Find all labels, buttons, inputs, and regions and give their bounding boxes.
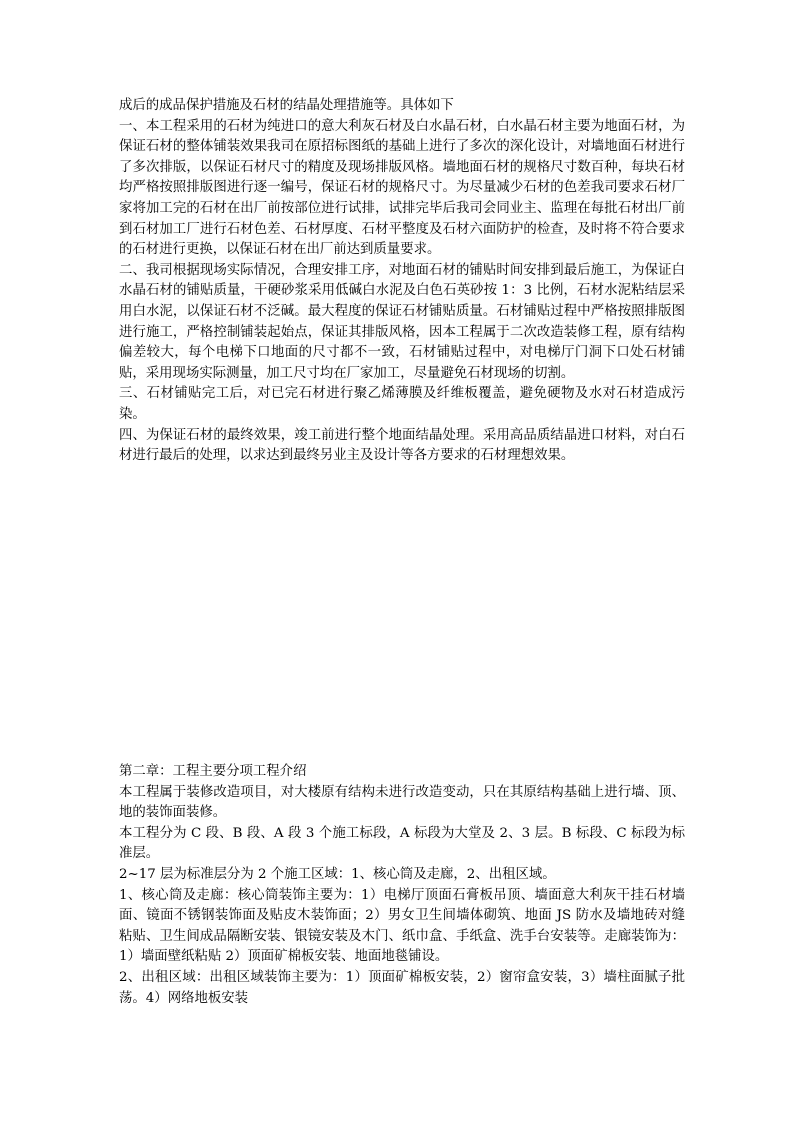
chapter-heading: 第二章：工程主要分项工程介绍 [119,764,307,779]
paragraph-one: 一、本工程采用的石材为纯进口的意大利灰石材及白水晶石材，白水晶石材主要为地面石材，为保证石材的整体铺装效果我司在原招标图纸的基础上进行了多次的深化设计，对墙地面石材进行了多次排版，以保证石材尺寸的精度及现场排版风格。墙地面石材的规格尺寸数百种，每块石材均严格按照排版图进行逐一编号，保证石材的规格尺寸。为尽量减少石材的色差我司要求石材厂家将加工完的石材在出厂前按部位进行试排，试排完毕后我司会同业主、监理在每批石材出厂前到石材加工厂进行石材色差、石材厚度、石材平整度及石材六面防护的检查，及时将不符合要求的石材进行更换，以保证石材在出厂前达到质量要求。 [119,118,685,258]
standard-floor-zones: 2~17 层为标准层分为 2 个施工区域：1、核心筒及走廊，2、出租区域。 [119,866,556,882]
paragraph-three: 三、石材铺贴完工后，对已完石材进行聚乙烯薄膜及纤维板覆盖，避免硬物及水对石材造成污染。 [119,386,685,422]
core-corridor-scope: 1、核心筒及走廊：核心筒装饰主要为：1）电梯厅顶面石膏板吊顶、墙面意大利灰干挂石材墙面、镜面不锈钢装饰面及贴皮木装饰面；2）男女卫生间墙体砌筑、地面 JS 防水及墙地砖对缝粘贴、卫生间成品隔断安装、银镜安装及木门、纸巾盒、手纸盒、洗手台安装等。走廊装饰为：1）墙面壁纸粘贴 2）顶面矿棉板安装、地面地毯铺设。 [119,887,685,965]
stone-protection-section [119,96,685,467]
paragraph-two: 二、我司根据现场实际情况，合理安排工序，对地面石材的铺贴时间安排到最后施工，为保证白水晶石材的铺贴质量，干硬砂浆采用低碱白水泥及白色石英砂按 1：3 比例，石材水泥粘结层采用白水泥，以保证石材不泛碱。最大程度的保证石材铺贴质量。石材铺贴过程中严格按照排版图进行施工，严格控制铺装起始点，保证其排版风格，因本工程属于二次改造装修工程，原有结构偏差较大，每个电梯下口地面的尺寸都不一致，石材铺贴过程中，对电梯厅门洞下口处石材铺贴，采用现场实际测量，加工尺寸均在厂家加工，尽量避免石材现场的切割。 [119,262,685,381]
chapter-two-section [119,762,685,1009]
project-overview: 本工程属于装修改造项目，对大楼原有结构未进行改造变动，只在其原结构基础上进行墙、顶、地的装饰面装修。 [119,784,685,821]
rental-area-scope: 2、出租区域：出租区域装饰主要为：1）顶面矿棉板安装，2）窗帘盒安装，3）墙柱面腻子批荡。4）网络地板安装 [119,969,685,1006]
intro-line: 成后的成品保护措施及石材的结晶处理措施等。具体如下 [119,98,454,113]
paragraph-four: 四、为保证石材的最终效果，竣工前进行整个地面结晶处理。采用高品质结晶进口材料，对白石材进行最后的处理，以求达到最终另业主及设计等各方要求的石材理想效果。 [119,427,685,464]
section-division: 本工程分为 C 段、B 段、A 段 3 个施工标段，A 标段为大堂及 2、3 层。B 标段、C 标段为标准层。 [119,825,685,862]
